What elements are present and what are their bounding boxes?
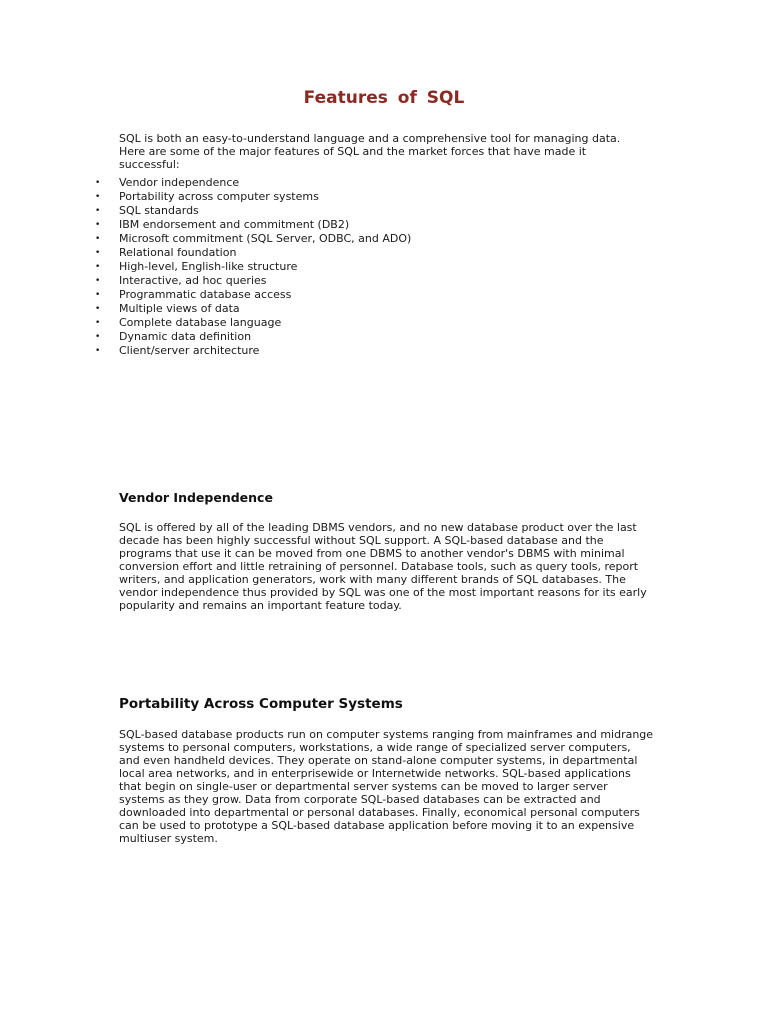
list-item-text: Portability across computer systems xyxy=(119,190,319,203)
list-item-text: Multiple views of data xyxy=(119,302,240,315)
section-body-vendor-independence: SQL is offered by all of the leading DBMS vendors, and no new database product over the last decade has been highly successful without SQL support. A SQL-based database and the programs that use it can be moved from one DBMS to another vendor's DBMS with minimal conversion effort and little retraining of personnel. Database tools, such as query tools, report writers, and application generators, work with many different brands of SQL databases. The vendor independence thus provided by SQL was one of the most important reasons for its early popularity and remains an important feature today. xyxy=(119,521,647,612)
list-item xyxy=(0,232,411,246)
list-item-text: Microsoft commitment (SQL Server, ODBC, and ADO) xyxy=(119,232,412,245)
features-list xyxy=(0,176,411,358)
list-item xyxy=(0,274,411,288)
intro-paragraph: SQL is both an easy-to-understand language and a comprehensive tool for managing data. Here are some of the major features of SQL and the market forces that have made it successful: xyxy=(119,132,621,171)
list-item xyxy=(0,302,411,316)
list-item xyxy=(0,330,411,344)
section-heading-vendor-independence: Vendor Independence xyxy=(119,490,273,505)
list-item xyxy=(0,246,411,260)
list-item-text: Dynamic data definition xyxy=(119,330,252,343)
bullet-icon: • xyxy=(95,206,101,216)
bullet-icon: • xyxy=(95,234,101,244)
list-item-text: Programmatic database access xyxy=(119,288,292,301)
list-item-text: High-level, English-like structure xyxy=(119,260,298,273)
list-item-text: Interactive, ad hoc queries xyxy=(119,274,267,287)
list-item xyxy=(0,218,411,232)
bullet-icon: • xyxy=(95,290,101,300)
list-item xyxy=(0,260,411,274)
bullet-icon: • xyxy=(95,192,101,202)
bullet-icon: • xyxy=(95,318,101,328)
list-item xyxy=(0,344,411,358)
list-item-text: IBM endorsement and commitment (DB2) xyxy=(119,218,350,231)
bullet-icon: • xyxy=(95,276,101,286)
bullet-icon: • xyxy=(95,262,101,272)
list-item-text: SQL standards xyxy=(119,204,199,217)
section-body-portability: SQL-based database products run on computer systems ranging from mainframes and midrange systems to personal computers, workstations, a wide range of specialized server computers, and even handheld devices. They operate on stand-alone computer systems, in departmental local area networks, and in enterprisewide or Internetwide networks. SQL-based applications that begin on single-user or departmental server systems can be moved to larger server systems as they grow. Data from corporate SQL-based databases can be extracted and downloaded into departmental or personal databases. Finally, economical personal computers can be used to prototype a SQL-based database application before moving it to an expensive multiuser system. xyxy=(119,728,654,845)
list-item xyxy=(0,190,411,204)
list-item xyxy=(0,176,411,190)
page-title: Features of SQL xyxy=(303,88,465,108)
list-item-text: Relational foundation xyxy=(119,246,237,259)
list-item-text: Vendor independence xyxy=(119,176,240,189)
list-item xyxy=(0,316,411,330)
bullet-icon: • xyxy=(95,178,101,188)
list-item-text: Complete database language xyxy=(119,316,282,329)
list-item xyxy=(0,204,411,218)
bullet-icon: • xyxy=(95,220,101,230)
bullet-icon: • xyxy=(95,346,101,356)
bullet-icon: • xyxy=(95,332,101,342)
bullet-icon: • xyxy=(95,304,101,314)
list-item-text: Client/server architecture xyxy=(119,344,260,357)
bullet-icon: • xyxy=(95,248,101,258)
section-heading-portability: Portability Across Computer Systems xyxy=(119,696,403,712)
list-item xyxy=(0,288,411,302)
